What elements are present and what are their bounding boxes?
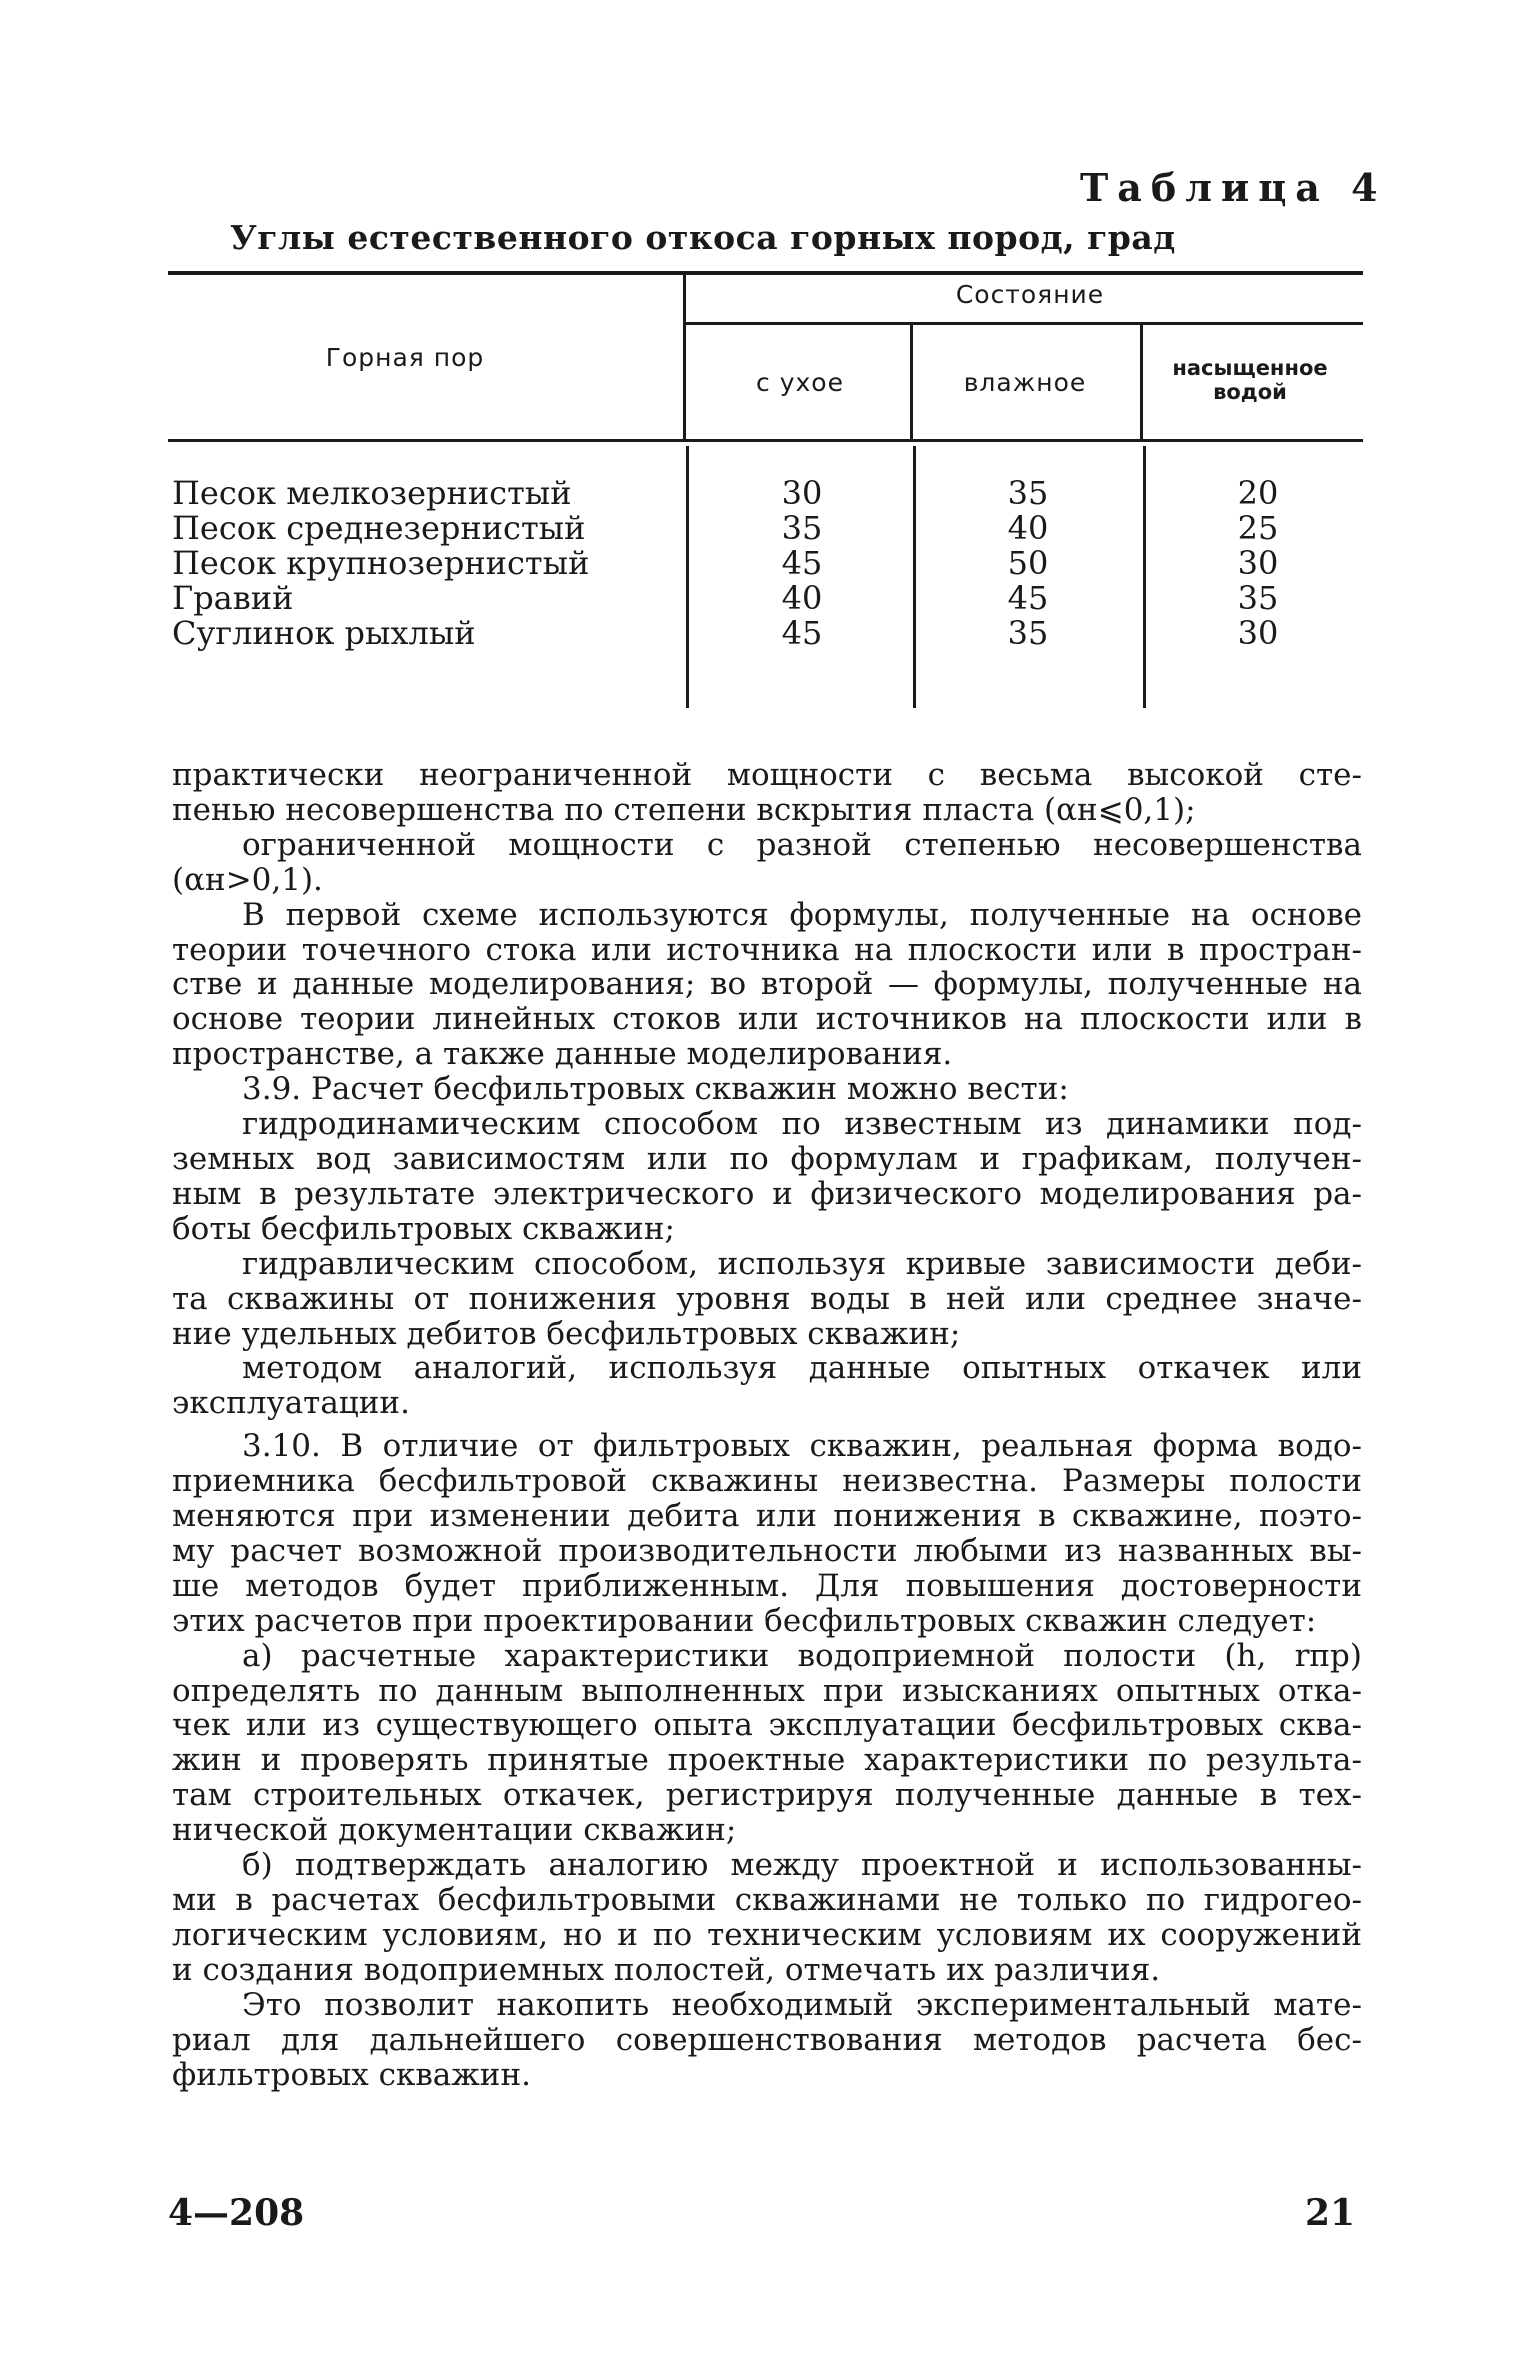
table-cell-wet: 40 <box>1007 509 1049 547</box>
table-cell-rock: Гравий <box>172 579 294 617</box>
text-line: ние удельных дебитов бесфильтровых скважин; <box>172 1315 961 1352</box>
paragraph-conclusion <box>172 1988 1362 2093</box>
table-cell-dry: 45 <box>781 614 823 652</box>
table-cell-rock: Песок среднезернистый <box>172 509 586 547</box>
table-cell-dry: 40 <box>781 579 823 617</box>
text-line: (αн>0,1). <box>172 861 323 898</box>
paragraph-unlimited-thickness <box>172 758 1362 828</box>
table-state-subrule <box>683 322 1363 325</box>
table-row <box>0 511 1536 546</box>
text-line: там строительных откачек, регистрируя полученные данные в тех- <box>172 1777 1362 1814</box>
table-number-label: Таблица 4 <box>1080 165 1387 210</box>
table-header-rock: Горная пор <box>325 343 485 372</box>
table-cell-saturated: 20 <box>1237 474 1279 512</box>
table-header-saturated-line2: водой <box>1213 380 1287 404</box>
text-line: практически неограниченной мощности с весьма высокой сте- <box>172 757 1362 793</box>
table-header-saturated-line1: насыщенное <box>1172 356 1328 380</box>
text-line: нической документации скважин; <box>172 1812 737 1849</box>
table-title: Углы естественного откоса горных пород, град <box>230 218 1176 257</box>
table-cell-wet: 35 <box>1007 474 1049 512</box>
text-line: эксплуатации. <box>172 1385 410 1422</box>
table-cell-wet: 35 <box>1007 614 1049 652</box>
table-cell-saturated: 30 <box>1237 614 1279 652</box>
paragraph-3-10 <box>172 1429 1362 1638</box>
text-line: логическим условиям, но и по техническим условиям их сооружений <box>172 1916 1362 1953</box>
text-line: приемника бесфильтровой скважины неизвестна. Размеры полости <box>172 1463 1362 1500</box>
paragraph-item-a <box>172 1639 1362 1848</box>
text-line: чек или из существующего опыта эксплуатации бесфильтровых сква- <box>172 1707 1362 1744</box>
table-cell-dry: 45 <box>781 544 823 582</box>
table-cell-rock: Песок мелкозернистый <box>172 474 572 512</box>
paragraph-limited-thickness <box>172 828 1362 898</box>
table-cell-dry: 30 <box>781 474 823 512</box>
text-line: ми в расчетах бесфильтровыми скважинами не только по гидрогео- <box>172 1882 1362 1918</box>
table-cell-wet: 45 <box>1007 579 1049 617</box>
table-col-divider-1 <box>683 271 686 441</box>
text-line: риал для дальнейшего совершенствования методов расчета бес- <box>172 2021 1362 2058</box>
paragraph-schemes <box>172 898 1362 1073</box>
table-header-rule <box>168 439 1363 442</box>
text-line: меняются при изменении дебита или понижения в скважине, поэто- <box>172 1498 1362 1535</box>
table-cell-rock: Суглинок рыхлый <box>172 614 476 652</box>
table-cell-saturated: 25 <box>1237 509 1279 547</box>
table-cell-wet: 50 <box>1007 544 1049 582</box>
text-line: ным в результате электрического и физического моделирования ра- <box>172 1175 1362 1212</box>
body-text <box>172 758 1362 2092</box>
text-line: определять по данным выполненных при изысканиях опытных отка- <box>172 1672 1362 1709</box>
table-col-divider-3 <box>1140 325 1143 440</box>
page-number: 21 <box>1305 2192 1356 2234</box>
text-line: та скважины от понижения уровня воды в ней или среднее значе- <box>172 1280 1362 1317</box>
text-line: Это позволит накопить необходимый экспериментальный мате- <box>242 1986 1362 2023</box>
table-header-wet: влажное <box>963 368 1087 397</box>
paragraph-hydraulic <box>172 1247 1362 1352</box>
text-line: земных вод зависимостям или по формулам и графикам, получен- <box>172 1140 1362 1177</box>
table-row <box>0 546 1536 581</box>
text-line: теории точечного стока или источника на плоскости или в простран- <box>172 931 1362 968</box>
paragraph-analogy <box>172 1351 1362 1421</box>
table-col-divider-2 <box>910 325 913 440</box>
table-header-state: Состояние <box>955 280 1105 309</box>
table-row <box>0 581 1536 616</box>
paragraph-3-9 <box>172 1072 1362 1107</box>
text-line: б) подтверждать аналогию между проектной и использованны- <box>242 1847 1362 1884</box>
text-line: методом аналогий, используя данные опытных откачек или <box>242 1350 1362 1387</box>
text-line: пространстве, а также данные моделирования. <box>172 1036 953 1073</box>
table-cell-rock: Песок крупнозернистый <box>172 544 590 582</box>
text-line: основе теории линейных стоков или источников на плоскости или в <box>172 1001 1362 1038</box>
text-line: пенью несовершенства по степени вскрытия пласта (αн⩽0,1); <box>172 791 1196 828</box>
text-line: ше методов будет приближенным. Для повышения достоверности <box>172 1567 1362 1604</box>
table-row <box>0 616 1536 651</box>
text-line: этих расчетов при проектировании бесфильтровых скважин следует: <box>172 1602 1317 1639</box>
text-line: гидродинамическим способом по известным из динамики под- <box>242 1106 1362 1143</box>
table-cell-saturated: 35 <box>1237 579 1279 617</box>
text-line: 3.9. Расчет бесфильтровых скважин можно вести: <box>242 1071 1069 1108</box>
text-line: а) расчетные характеристики водоприемной полости (h, rпр) <box>242 1637 1362 1674</box>
paragraph-hydrodynamic <box>172 1107 1362 1247</box>
text-line: фильтровых скважин. <box>172 2056 531 2093</box>
printer-signature: 4—208 <box>168 2192 305 2234</box>
table-cell-dry: 35 <box>781 509 823 547</box>
text-line: стве и данные моделирования; во второй — формулы, полученные на <box>172 966 1362 1003</box>
text-line: жин и проверять принятые проектные характеристики по результа- <box>172 1742 1362 1779</box>
text-line: му расчет возможной производительности любыми из названных вы- <box>172 1532 1362 1569</box>
table-top-rule <box>168 271 1363 275</box>
table-header-saturated <box>1150 356 1350 404</box>
text-line: В первой схеме используются формулы, полученные на основе <box>242 896 1362 933</box>
table-header-dry: с ухое <box>756 368 844 397</box>
text-line: ограниченной мощности с разной степенью несовершенства <box>242 826 1362 863</box>
paragraph-item-b <box>172 1848 1362 1988</box>
table-cell-saturated: 30 <box>1237 544 1279 582</box>
text-line: 3.10. В отличие от фильтровых скважин, реальная форма водо- <box>242 1428 1362 1465</box>
text-line: боты бесфильтровых скважин; <box>172 1210 675 1247</box>
text-line: и создания водоприемных полостей, отмечать их различия. <box>172 1951 1161 1988</box>
table-row <box>0 476 1536 511</box>
text-line: гидравлическим способом, используя кривые зависимости деби- <box>242 1245 1362 1282</box>
